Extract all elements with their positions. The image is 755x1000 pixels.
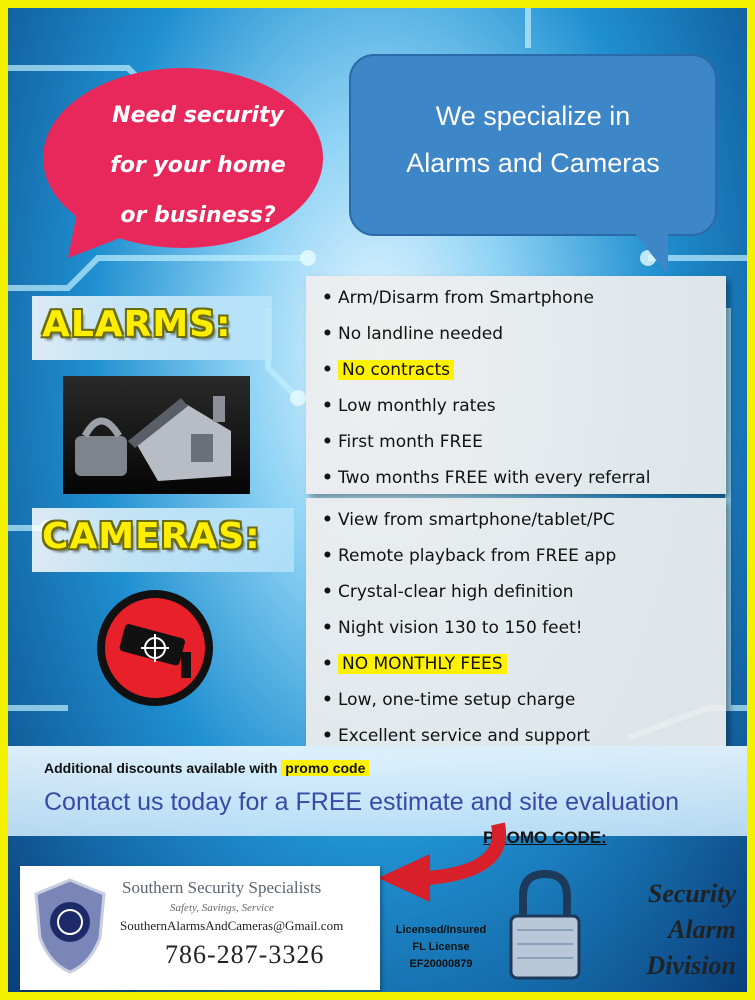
specialize-line-2: Alarms and Cameras <box>406 148 660 178</box>
red-arrow-icon <box>368 816 518 906</box>
promo-code-highlight: promo code <box>281 760 369 776</box>
list-item: • Low, one-time setup charge <box>322 690 576 710</box>
padlock-logo-icon <box>505 868 585 983</box>
question-line-2: for your home <box>110 153 286 178</box>
list-item: • Crystal-clear high definition <box>322 582 574 602</box>
alarms-feature-list <box>306 276 726 494</box>
question-line-1: Need security <box>112 103 284 128</box>
list-item: • No contracts <box>322 352 726 388</box>
list-item: • Night vision 130 to 150 feet! <box>322 618 583 638</box>
cameras-feature-list <box>306 498 726 746</box>
question-line-3: or business? <box>120 203 276 228</box>
security-camera-icon <box>93 586 218 711</box>
shield-logo-icon <box>30 876 110 976</box>
business-card <box>20 866 380 990</box>
specialize-line-1: We specialize in <box>435 101 631 131</box>
contact-headline: Contact us today for a FREE estimate and site evaluation <box>44 788 680 816</box>
license-line-1: Licensed/Insured <box>395 924 487 936</box>
list-item: • Excellent service and support <box>322 726 591 746</box>
cameras-heading: CAMERAS: <box>42 516 261 557</box>
house-padlock-image <box>63 376 250 494</box>
list-item: • NO MONTHLY FEES <box>322 646 726 682</box>
list-item: • No landline needed <box>322 324 504 344</box>
company-tagline: Safety, Savings, Service <box>170 902 274 914</box>
list-item: • Two months FREE with every referral <box>322 468 651 488</box>
flyer <box>8 8 747 992</box>
list-item: • View from smartphone/tablet/PC <box>322 510 615 530</box>
company-email: SouthernAlarmsAndCameras@Gmail.com <box>120 918 344 933</box>
discount-text: Additional discounts available with promo code <box>44 760 369 776</box>
list-item: • First month FREE <box>322 432 483 452</box>
list-item: • Low monthly rates <box>322 396 496 416</box>
company-name: Southern Security Specialists <box>122 878 322 897</box>
promo-code-label: PROMO CODE: <box>483 828 607 847</box>
license-line-3: EF20000879 <box>409 958 473 970</box>
company-phone: 786-287-3326 <box>165 940 325 969</box>
security-alarm-division-logo: Security Alarm Division <box>646 879 736 980</box>
license-info <box>386 922 496 973</box>
alarms-heading: ALARMS: <box>42 304 232 345</box>
list-item: • Arm/Disarm from Smartphone <box>322 288 594 308</box>
list-item: • Remote playback from FREE app <box>322 546 617 566</box>
house-padlock-icon <box>63 376 250 494</box>
question-bubble <box>38 63 338 263</box>
license-line-2: FL License <box>412 941 470 953</box>
specialize-bubble <box>348 53 728 278</box>
